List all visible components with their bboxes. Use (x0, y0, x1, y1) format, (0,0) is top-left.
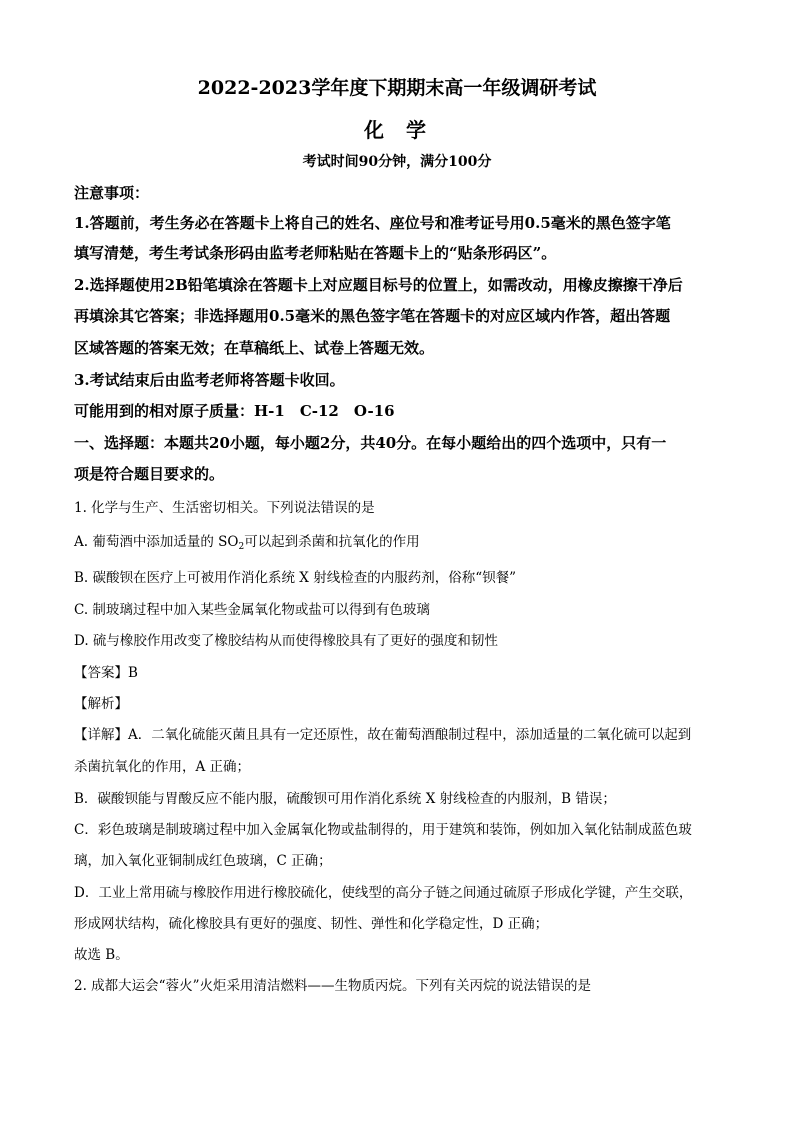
detail-line-6: D．工业上常用硫与橡胶作用进行橡胶硫化，使线型的高分子链之间通过硫原子形成化学键，产生交联， (74, 885, 693, 901)
option-a-subscript: 2 (238, 542, 245, 552)
question-2-stem: 2. 成都大运会“蓉火”火炬采用清洁燃料——生物质丙烷。下列有关丙烷的说法错误的是 (74, 978, 591, 994)
detail-line-7: 形成网状结构，硫化橡胶具有更好的强度、韧性、弹性和化学稳定性，D 正确； (74, 916, 549, 932)
question-1-stem: 1. 化学与生产、生活密切相关。下列说法错误的是 (74, 500, 375, 516)
note-1-line-2: 填写清楚，考生考试条形码由监考老师粘贴在答题卡上的“贴条形码区”。 (74, 244, 557, 262)
detail-line-8: 故选 B。 (74, 947, 129, 963)
question-1-option-c: C. 制玻璃过程中加入某些金属氧化物或盐可以得到有色玻璃 (74, 602, 430, 618)
detail-line-5: 璃，加入氧化亚铜制成红色玻璃，C 正确； (74, 853, 332, 869)
option-a-text-pre: A. 葡萄酒中添加适量的 SO (74, 534, 239, 550)
answer-label: 【答案】B (74, 665, 138, 681)
note-2-line-3: 区域答题的答案无效；在草稿纸上、试卷上答题无效。 (74, 339, 435, 357)
subject-char-1: 化 (364, 118, 388, 142)
analysis-label: 【解析】 (74, 696, 128, 712)
notes-heading: 注意事项： (74, 184, 150, 202)
subject-char-2: 学 (406, 118, 430, 142)
section-1-line-2: 项是符合题目要求的。 (74, 465, 225, 483)
option-a-text-post: 可以起到杀菌和抗氧化的作用 (244, 534, 420, 550)
question-1-option-d: D. 硫与橡胶作用改变了橡胶结构从而使得橡胶具有了更好的强度和韧性 (74, 633, 498, 649)
detail-line-3: B．碳酸钡能与胃酸反应不能内服，硫酸钡可用作消化系统 X 射线检查的内服剂，B 错误； (74, 791, 616, 807)
detail-line-1: 【详解】A．二氧化硫能灭菌且具有一定还原性，故在葡萄酒酿制过程中，添加适量的二氧化硫可以起到 (74, 727, 692, 743)
detail-line-2: 杀菌抗氧化的作用，A 正确； (74, 759, 251, 775)
exam-info: 考试时间90分钟，满分100分 (302, 154, 492, 170)
note-2-line-1: 2.选择题使用2B铅笔填涂在答题卡上对应题目标号的位置上，如需改动，用橡皮擦擦干净后 (74, 276, 683, 294)
note-1-line-1: 1.答题前，考生务必在答题卡上将自己的姓名、座位号和准考证号用0.5毫米的黑色签字笔 (74, 214, 671, 232)
question-1-option-a (74, 530, 420, 550)
question-1-option-b: B. 碳酸钡在医疗上可被用作消化系统 X 射线检查的内服药剂，俗称“钡餐” (74, 570, 516, 586)
note-3: 3.考试结束后由监考老师将答题卡收回。 (74, 371, 345, 389)
exam-title: 2022-2023学年度下期期末高一年级调研考试 (197, 77, 597, 99)
section-1-line-1: 一、选择题：本题共20小题，每小题2分，共40分。在每小题给出的四个选项中，只有一 (74, 434, 667, 452)
note-2-line-2: 再填涂其它答案；非选择题用0.5毫米的黑色签字笔在答题卡的对应区域内作答，超出答题 (74, 307, 671, 325)
atomic-mass-line: 可能用到的相对原子质量：H-1 C-12 O-16 (74, 402, 395, 420)
detail-line-4: C．彩色玻璃是制玻璃过程中加入金属氧化物或盐制得的，用于建筑和装饰，例如加入氧化钴制成蓝色玻 (74, 822, 692, 838)
subject-title (0, 114, 794, 143)
